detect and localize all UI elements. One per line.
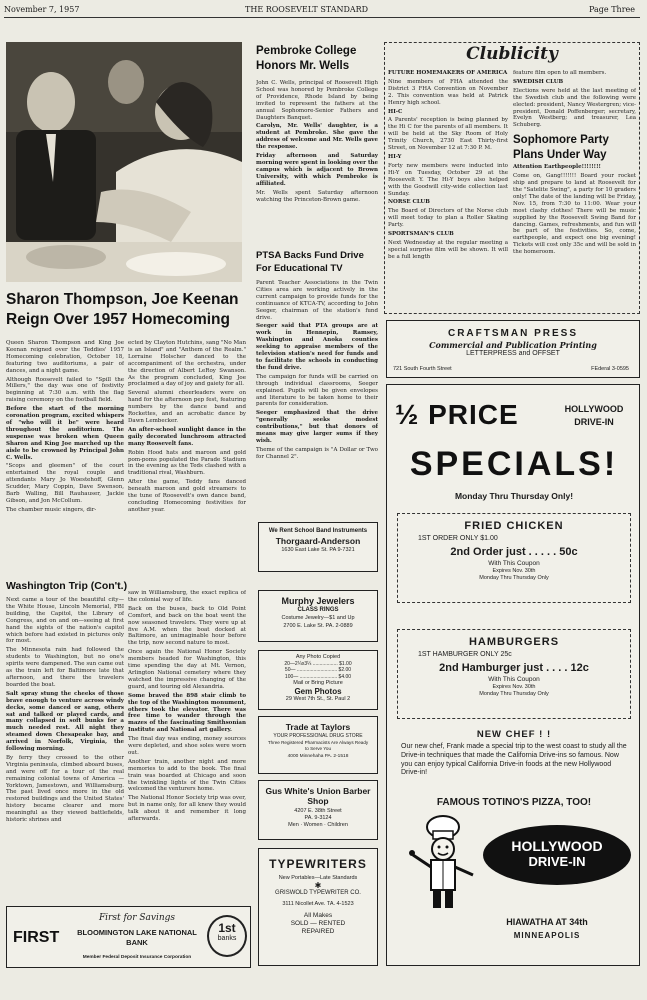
- masthead-rule: [4, 17, 640, 18]
- chicken-coupon[interactable]: [397, 513, 631, 603]
- gem-price: 100— ........................... $4.00: [284, 673, 352, 680]
- pizza-line: FAMOUS TOTINO'S PIZZA, TOO!: [436, 797, 592, 808]
- gus-address: 4207 E. 38th Street: [294, 808, 342, 814]
- taylors-ad: [258, 716, 378, 774]
- chef-heading: NEW CHEF ! !: [476, 729, 552, 740]
- clublicity-col1: [388, 70, 508, 312]
- thorgaard-name: Thorgaard-Anderson: [275, 536, 361, 546]
- bank-fdic: Member Federal Deposit Insurance Corporation: [82, 955, 192, 960]
- masthead-date: November 7, 1957: [4, 5, 80, 14]
- taylors-sub: YOUR PROFESSIONAL DRUG STORE: [273, 733, 363, 739]
- clublicity-col2: [513, 70, 636, 312]
- masthead: [0, 2, 647, 16]
- burger-first: 1ST HAMBURGER ONLY 25c: [418, 651, 512, 658]
- washington-para: Salt spray stung the cheeks of those brave enough to venture across windy decks, some danced or sang, others sat and talked or played cards, and many collapsed in soft bunks for a much needed rest. All night they steamed down Chesapeake bay, and arrived in Norfolk, Virginia, the following morning.: [6, 690, 124, 753]
- craftsman-sub: LETTERPRESS and OFFSET: [466, 350, 560, 357]
- thorgaard-rent: We Rent School Band Instruments: [268, 528, 368, 534]
- taylors-address: 4000 Minnehaha PA. 2-1518: [287, 754, 349, 759]
- type-name: TYPEWRITERS: [269, 857, 367, 871]
- club-text: The Board of Directors of the Norse club will meet today to plan a Roller Skating Party.: [388, 208, 508, 229]
- burger-title: HAMBURGERS: [468, 636, 560, 648]
- club-heading: NORSE CLUB: [388, 199, 430, 206]
- typewriters-ad: [258, 848, 378, 966]
- homecoming-para: After the game, Teddy fans danced beneath maroon and gold streamers to the tune of Roosevelt's own dance band, concluding Homecoming festivities for another year.: [128, 479, 246, 513]
- craftsman-phone: FEderal 3-0595: [591, 366, 629, 372]
- party-text: Come on, Gang!!!!!!! Board your rocket ship and prepare to land at Roosevelt for the "Satelite Swing", a party for 10 graders only! The date of the landing will be Friday, Nov. 15, from 7:30 to 11:00. Wear your most clashy clothes! There will be music supplied by the Roosevelt Swing Band for dancing. Games, refreshments, and fun will be part of the festivities. So, come, earthpeople, and expect one big evening! Tickets will cost only 35c and will be sold in the homeroom.: [513, 173, 636, 256]
- homecoming-para: "Scops and gleemen" of the court entertained the royal couple and attendants Mary Jo Woestehoff, Glenn Scudder, Mary Coppin, Dave Swenson, Barb Walling, Bill Rauhauser, Jackie Gibson, and Jon McCollum.: [6, 463, 124, 504]
- washington-para: Back on the buses, back to Old Point Comfort, and back on the boat went the now seasoned travelers. They were up at five A.M. when the boat docked at Baltimore, an unimaginable hour before the trip, now second nature to most.: [128, 605, 246, 647]
- ptsa-para: Seeger emphasized that the drive "generally seeks modest contributions," but that donors of means may give larger sums if they wish.: [256, 410, 378, 444]
- hollywood-logo: [483, 825, 631, 885]
- homecoming-para: ected by Clayton Hutchins, sang "No Man is an Island" and "Anthem of the Realm." Lorraine Holscher danced to the accompaniment of the orchestra, under the direction of Albert LeRoy Swanson. As the program concluded, King Joe proclaimed a day of joy and gaiety for all.: [128, 340, 246, 388]
- bank-ad: [6, 906, 251, 968]
- logo-line-2: DRIVE-IN: [528, 854, 586, 869]
- gem-ad: [258, 650, 378, 710]
- chicken-days: Monday Thru Thursday Only: [479, 575, 549, 581]
- half-price: ½ PRICE: [395, 399, 519, 430]
- logo-line-1: HOLLYWOOD: [511, 838, 603, 854]
- murphy-name: Murphy Jewelers: [281, 596, 355, 606]
- washington-col2: [128, 590, 246, 901]
- ptsa-para: The campaign for funds will be carried on through individual classrooms, Seeger explained. Pupils will be given envelopes and literature to be taken home to their parents for consideration.: [256, 373, 378, 408]
- hollywood-ad: [386, 384, 640, 966]
- ptsa-para: Seeger said that PTA groups are at work in Hennepin, Ramsey, Washington and Anoka counties seeking to appraise members of the television station's need for funds and to facilitate the schools in conducting the fund drive.: [256, 323, 378, 371]
- thorgaard-address: 1630 East Lake St. PA 9-7321: [281, 547, 355, 553]
- craftsman-ad: [386, 320, 640, 378]
- homecoming-para: An after-school sunlight dance in the gaily decorated lunchroom attracted many Roosevelt fans.: [128, 426, 246, 447]
- burger-coupon[interactable]: [397, 629, 631, 719]
- homecoming-para: Although Roosevelt failed to "Spill the Millers," the day was one of festivity beginning at 7:30 a.m. with the flag raising ceremony on the football field.: [6, 376, 124, 404]
- thorgaard-ad: [258, 522, 378, 572]
- gem-mail: Mail or Bring Picture: [293, 680, 343, 686]
- homecoming-headline: Sharon Thompson, Joe Keenan Reign Over 1957 Homecoming: [6, 291, 239, 328]
- hollywood-address: HIAWATHA AT 34th: [506, 917, 588, 927]
- club-text: A Parents' reception is being planned by the Hi C for the parents of all members. It will be held at the Sky Room of Holy Trinity Church, 2730 East Thirty-first Street, on November 12 at 7:30 P. M.: [388, 117, 508, 152]
- burger-days: Monday Thru Thursday Only: [479, 691, 549, 697]
- club-text: Nine members of FHA attended the District 3 FHA Convention on November 2. This convention was held at Patrick Henry high school.: [388, 78, 508, 106]
- homecoming-col1: [6, 340, 124, 575]
- type-sub: New Portables—Late Standards: [278, 875, 358, 881]
- washington-headline: Washington Trip (Con't.): [6, 580, 128, 592]
- ptsa-para: Theme of the campaign is "A Dollar or Two for Channel 2".: [256, 446, 378, 460]
- bank-name: BLOOMINGTON LAKE NATIONAL BANK: [77, 928, 197, 947]
- craftsman-name: CRAFTSMAN PRESS: [447, 328, 578, 339]
- gem-price: 50— ............................. $2.00: [284, 667, 352, 673]
- ptsa-body: [256, 280, 378, 512]
- washington-para: saw in Williamsburg, the exact replica of the colonial way of life.: [128, 590, 246, 603]
- chef-illustration: [407, 815, 477, 911]
- pembroke-para: Friday afternoon and Saturday morning were spent in looking over the campus which is adjacent to Brown University, with which Pembroke is affiliated.: [256, 153, 378, 187]
- washington-para: The final day was ending, money sources were depleted, and shoe soles were worn out.: [128, 736, 246, 756]
- gem-name: Gem Photos: [294, 686, 342, 696]
- homecoming-col2: [128, 340, 246, 575]
- chicken-expires: Expires Nov. 30th: [492, 568, 536, 574]
- club-heading: SWEDISH CLUB: [513, 78, 564, 85]
- gus-phone: PA. 9-3124: [304, 815, 332, 821]
- hollywood-city: MINNEAPOLIS: [513, 931, 581, 940]
- gus-name: Gus White's Union Barber Shop: [265, 786, 371, 806]
- bank-seal: [207, 915, 247, 957]
- chicken-first: 1ST ORDER ONLY $1.00: [418, 535, 498, 542]
- homecoming-para: The chamber music singers, dir-: [6, 506, 97, 513]
- chicken-title: FRIED CHICKEN: [464, 520, 564, 532]
- murphy-line: Costume Jewelry—$1 and Up: [281, 615, 355, 621]
- murphy-ad: [258, 590, 378, 642]
- gus-line: Men · Women · Children: [288, 822, 348, 828]
- washington-para: Next came a tour of the beautiful city—the White House, Lincoln Memorial, FBI building, the Capitol, the Library of Congress, and on and on—seeing at first hand the sights of the nation's capitol which before had existed in pictures only for most.: [6, 597, 124, 645]
- homecoming-para: Robin Hood hats and maroon and gold pom-poms populated the Parade Stadium in the evening as the Teds clashed with a traditional rival, Washburn.: [128, 449, 246, 477]
- type-address: 3111 Nicollet Ave. TA. 4-1523: [282, 900, 354, 907]
- type-sold: SOLD — RENTED: [290, 919, 346, 927]
- chicken-second: 2nd Order just . . . . . 50c: [450, 546, 578, 558]
- masthead-page: Page Three: [589, 5, 635, 14]
- masthead-paper: THE ROOSEVELT STANDARD: [245, 5, 369, 14]
- club-heading: SPORTSMAN'S CLUB: [388, 231, 454, 238]
- taylors-line: Three Registered Pharmacists Are Always Ready to Serve You: [267, 740, 369, 751]
- washington-para: Once again the National Honor Society members headed for Washington, this time spending the day at Mt. Vernon, Arlington National cemetery where they watched the impressive changing of the guard, and touring old Alexandria.: [128, 649, 246, 690]
- bank-seal-1st: 1st: [218, 921, 236, 935]
- gem-price: 20—2¼x3¼ .................. $1.00: [284, 660, 352, 667]
- type-repaired: REPAIRED: [301, 927, 335, 935]
- pembroke-para: Mr. Wells spent Saturday afternoon watching the Princeton-Brown game.: [256, 189, 378, 203]
- chicken-coupon-text: With This Coupon: [488, 560, 540, 567]
- washington-para: The Minnesota rain had followed the students to Washington, but no one's spirits were dampened. The sun came out as the train left for Baltimore late that afternoon, and there the travelers boarded the boat.: [6, 647, 124, 688]
- homecoming-photo: [6, 42, 242, 282]
- washington-col1: [6, 597, 124, 901]
- taylors-top: Trade at Taylors: [285, 722, 351, 732]
- asterisk-icon: ✱: [314, 881, 322, 890]
- type-all: All Makes: [303, 911, 333, 919]
- burger-expires: Expires Nov. 30th: [492, 684, 536, 690]
- pembroke-body: [256, 80, 378, 240]
- pembroke-para: John C. Wells, principal of Roosevelt High School was honored by Pembroke College of Providence, Rhode Island by being invited to represent the fathers at the annual Sophomore-Senior Fathers and Daughters Banquet.: [256, 80, 378, 121]
- washington-para: Some braved the 898 stair climb to the top of the Washington monument, others took the elevator. There was free time to wander through the mazes of the fascinating Smithsonian Institute and National art gallery.: [128, 692, 246, 734]
- gem-address: 29 West 7th St., St. Paul 2: [285, 695, 351, 702]
- homecoming-para: Queen Sharon Thompson and King Joe Keenan reigned over the Teddies' 1957 Homecoming celebration, October 18, featuring two auditoriums, a pair of dances, and a night game.: [6, 340, 124, 374]
- washington-para: Another train, another night and more memories to add to the book. The final train was boarded at Chicago and soon the twinkling lights of the Twin Cities welcomed the venturers home.: [128, 758, 246, 793]
- chef-text: Our new chef, Frank made a special trip to the west coast to study all the Drive-in techniques that made the California Drive-ins so famous. Now you can enjoy typical California Drive-in foods at the new Hollywood Drive-in!: [401, 743, 627, 777]
- hollywood-name: HOLLYWOOD DRIVE-IN: [564, 404, 624, 427]
- washington-para: By ferry they crossed to the other Virginia peninsula, climbed aboard buses, and were off for a tour of the real remaining colonial towns of America — Yorktown, Jamestown, and Williamsburg. The past lived once more in the old restored buildings and the United States' history became clearer and more meaningful as they viewed battlefields, historic shrines and: [6, 754, 124, 824]
- ptsa-headline: PTSA Backs Fund Drive For Educational TV: [256, 250, 364, 274]
- washington-para: The National Honor Society trip was over, but in name only, for all knew they would talk about it and remember it long afterwards.: [128, 795, 246, 823]
- burger-second: 2nd Hamburger just . . . . 12c: [439, 662, 589, 674]
- murphy-sub: CLASS RINGS: [297, 607, 339, 613]
- club-heading: HI-Y: [388, 153, 402, 160]
- craftsman-tag: Commercial and Publication Printing: [429, 340, 597, 350]
- craftsman-address: 721 South Fourth Street: [393, 366, 452, 372]
- gem-top: Any Photo Copied: [295, 654, 341, 660]
- bank-tagline: First for Savings: [98, 913, 176, 923]
- burger-coupon-text: With This Coupon: [488, 676, 540, 683]
- specials-days: Monday Thru Thursday Only!: [454, 491, 574, 501]
- clublicity-title: Clublicity: [466, 44, 558, 64]
- gus-ad: [258, 780, 378, 840]
- murphy-address: 2700 E. Lake St. PA. 2-0889: [283, 623, 353, 629]
- club-heading: HI-C: [388, 108, 403, 115]
- club-text: feature film open to all members.: [513, 70, 607, 76]
- type-company: GRISWOLD TYPEWRITER CO.: [275, 890, 361, 896]
- club-text: Forty new members were inducted into Hi-Y on Tuesday, October 29 at the Roosevelt Y. The Hi-Y boys also helped with the Goodwill city-wide collection last Sunday.: [388, 162, 508, 197]
- party-headline: Sophomore Party Plans Under Way: [513, 134, 609, 161]
- party-sub: Attention Earthpeople!!!!!!!!: [513, 164, 601, 171]
- bank-first: FIRST: [13, 929, 60, 946]
- specials-heading: SPECIALS!: [409, 445, 619, 483]
- club-heading: FUTURE HOMEMAKERS OF AMERICA: [388, 70, 508, 76]
- pembroke-headline: Pembroke College Honors Mr. Wells: [256, 45, 357, 72]
- club-text: Elections were held at the last meeting of the Swedish club and the following were elected: president, Nancy Westergren; vice-president, Donald Poffenberger; secretary, Evelyn Westberg; and treasurer, Lea Schuberg.: [513, 87, 636, 129]
- pembroke-para: Carolyn, Mr. Wells' daughter, is a student at Pembroke. She gave the address of welcome and Mr. Wells gave the response.: [256, 123, 378, 151]
- bank-seal-banks: banks: [217, 935, 237, 942]
- club-text: Next Wednesday at the regular meeting a special surprise film will be shown. It will be a full length: [388, 239, 508, 260]
- homecoming-para: Several alumni cheerleaders were on hand for the afternoon pep fest, featuring numbers by the dance band and Rockettes, and an acrobatic dance by Dawn Lembecker.: [128, 390, 246, 424]
- homecoming-para: Before the start of the morning coronation program, excited whispers of "who will it be" were heard throughout the auditorium. The suspense was broken when Queen Sharon and King Joe marched up the aisle to be crowned by Principal John C. Wells.: [6, 406, 124, 461]
- ptsa-para: Parent Teacher Associations in the Twin Cities area are working actively in the current campaign to provide funds for the continuance of KTCA-TV, according to John Seeger, chairman of the station's fund drive.: [256, 280, 378, 321]
